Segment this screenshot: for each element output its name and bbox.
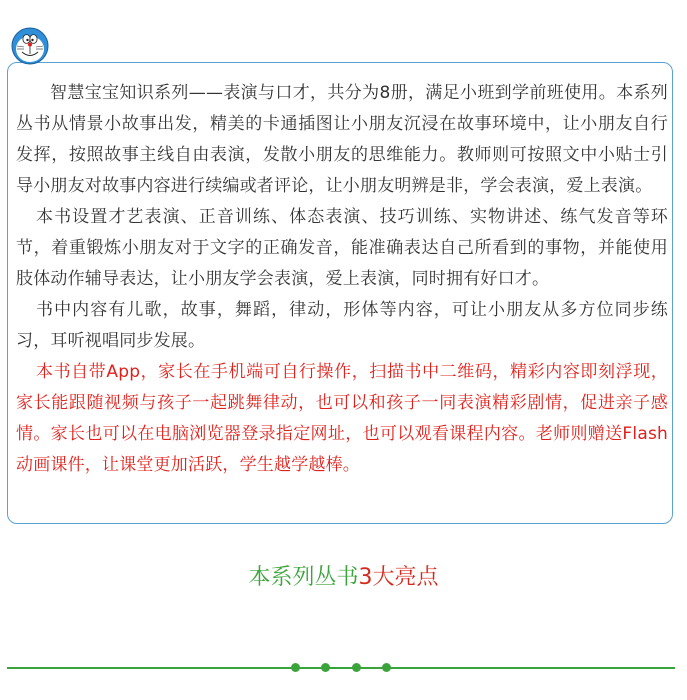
intro-paragraph-2: 本书设置才艺表演、正音训练、体态表演、技巧训练、实物讲述、练气发音等环节，着重锻炼小朋友对于文字的正确发音，能准确表达自己所看到的事物，并能使用肢体动作辅导表达，让小朋友学会表演，爱上表演，同时拥有好口才。 [16,207,668,289]
highlights-heading-part1: 本系列丛书 [248,565,359,590]
doraemon-avatar-icon [11,27,49,65]
divider-dot [352,663,361,672]
divider-dot [291,663,300,672]
section-divider [7,667,675,669]
intro-paragraph-3: 书中内容有儿歌，故事，舞蹈，律动，形体等内容，可让小朋友从多方位同步练习，耳听视唱同步发展。 [16,300,668,351]
intro-text [16,78,668,481]
divider-dot [321,663,330,672]
divider-dot [382,663,391,672]
intro-paragraph-app: 本书自带App，家长在手机端可自行操作，扫描书中二维码，精彩内容即刻浮现，家长能跟随视频与孩子一起跳舞律动，也可以和孩子一同表演精彩剧情，促进亲子感情。家长也可以在电脑浏览器登录指定网址，也可以观看课程内容。老师则赠送Flash动画课件，让课堂更加活跃，学生越学越棒。 [16,362,668,475]
highlights-heading [0,563,687,593]
intro-paragraph-1: 智慧宝宝知识系列——表演与口才，共分为8册，满足小班到学前班使用。本系列丛书从情景小故事出发，精美的卡通插图让小朋友沉浸在故事环境中，让小朋友自行发挥，按照故事主线自由表演，发散小朋友的思维能力。教师则可按照文中小贴士引导小朋友对故事内容进行续编或者评论，让小朋友明辨是非，学会表演，爱上表演。 [16,83,668,196]
highlights-heading-part2: 3大亮点 [358,565,439,590]
